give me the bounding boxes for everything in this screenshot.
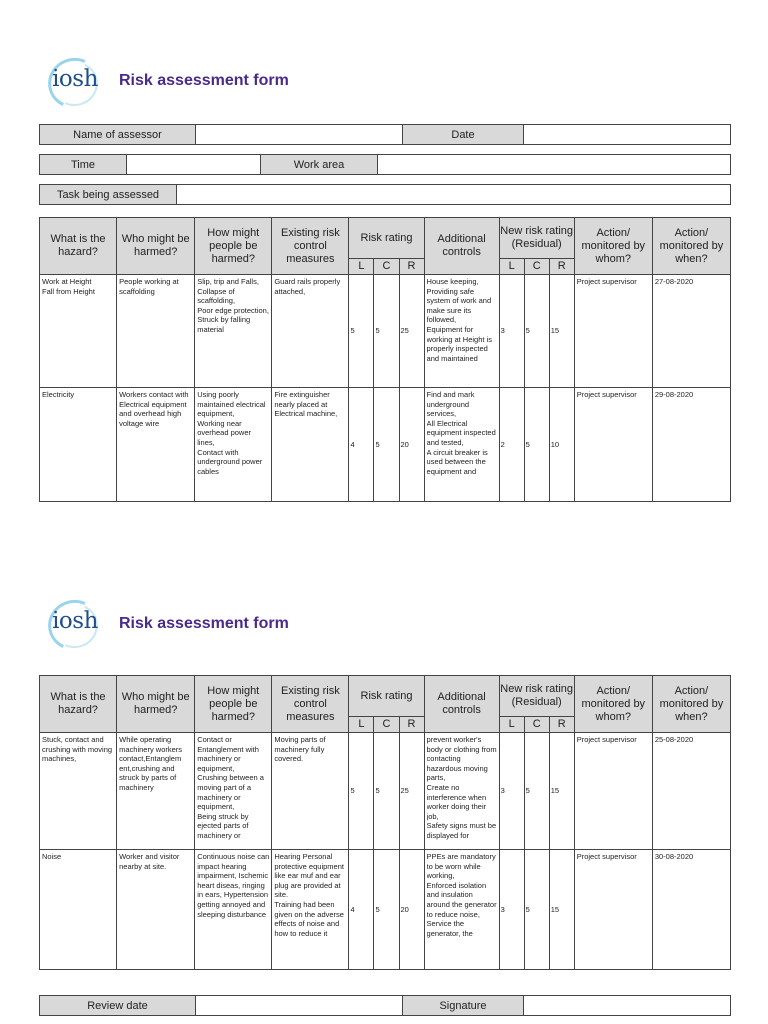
table-row bbox=[40, 850, 731, 970]
iosh-logo-text: iosh bbox=[52, 66, 98, 92]
table-row bbox=[40, 733, 731, 850]
action-whom-header: Action/ monitored by whom? bbox=[574, 218, 652, 275]
risk-r-header: R bbox=[399, 717, 424, 733]
new-r-header: R bbox=[549, 717, 574, 733]
when-cell: 30-08-2020 bbox=[652, 850, 730, 970]
time-label: Time bbox=[40, 155, 127, 174]
new-l-cell: 2 bbox=[499, 388, 524, 502]
risk-l-header: L bbox=[349, 259, 374, 275]
hazard-cell: Stuck, contact and crushing with moving machines, bbox=[40, 733, 117, 850]
risk-r-header: R bbox=[399, 259, 424, 275]
new-l-header: L bbox=[499, 717, 524, 733]
hazard-header: What is the hazard? bbox=[40, 676, 117, 733]
work-area-field[interactable] bbox=[378, 155, 730, 174]
task-field[interactable] bbox=[177, 185, 730, 204]
new-r-cell: 15 bbox=[549, 850, 574, 970]
additional-cell: PPEs are mandatory to be worn while working, Enforced isolation and insulation around the generator to reduce noise, Service the generator, the bbox=[424, 850, 499, 970]
signature-field[interactable] bbox=[524, 996, 730, 1015]
risk-r-cell: 25 bbox=[399, 275, 424, 388]
date-field[interactable] bbox=[524, 125, 730, 144]
new-c-header: C bbox=[524, 259, 549, 275]
who-cell: People working at scaffolding bbox=[117, 275, 195, 388]
time-workarea-row bbox=[39, 154, 731, 175]
new-c-header: C bbox=[524, 717, 549, 733]
risk-l-cell: 4 bbox=[349, 388, 374, 502]
new-risk-header: New risk rating (Residual) bbox=[499, 218, 574, 259]
new-r-cell: 15 bbox=[549, 275, 574, 388]
who-cell: Worker and visitor nearby at site. bbox=[117, 850, 195, 970]
form-title: Risk assessment form bbox=[119, 615, 289, 632]
existing-cell: Fire extinguisher nearly placed at Electrical machine, bbox=[272, 388, 349, 502]
action-when-header: Action/ monitored by when? bbox=[652, 676, 730, 733]
risk-r-cell: 25 bbox=[399, 733, 424, 850]
hazard-cell: Electricity bbox=[40, 388, 117, 502]
table-row bbox=[40, 388, 731, 502]
who-header: Who might be harmed? bbox=[117, 676, 195, 733]
action-whom-header: Action/ monitored by whom? bbox=[574, 676, 652, 733]
additional-controls-header: Additional controls bbox=[424, 218, 499, 275]
risk-rating-header: Risk rating bbox=[349, 218, 424, 259]
risk-c-cell: 5 bbox=[374, 733, 399, 850]
who-cell: While operating machinery workers contact,Entanglem ent,crushing and struck by parts of machinery bbox=[117, 733, 195, 850]
new-l-header: L bbox=[499, 259, 524, 275]
risk-table-page2 bbox=[39, 675, 731, 970]
signature-label: Signature bbox=[403, 996, 524, 1015]
review-date-field[interactable] bbox=[196, 996, 403, 1015]
risk-l-cell: 5 bbox=[349, 733, 374, 850]
risk-c-cell: 5 bbox=[374, 275, 399, 388]
additional-cell: prevent worker's body or clothing from contacting hazardous moving parts, Create no interference when worker doing their job, Safety signs must be displayed for bbox=[424, 733, 499, 850]
new-l-cell: 3 bbox=[499, 275, 524, 388]
risk-r-cell: 20 bbox=[399, 388, 424, 502]
existing-cell: Guard rails properly attached, bbox=[272, 275, 349, 388]
whom-cell: Project supervisor bbox=[574, 388, 652, 502]
new-l-cell: 3 bbox=[499, 733, 524, 850]
new-c-cell: 5 bbox=[524, 275, 549, 388]
how-cell: Slip, trip and Falls, Collapse of scaffolding, Poor edge protection, Struck by falling material bbox=[195, 275, 272, 388]
new-r-header: R bbox=[549, 259, 574, 275]
existing-cell: Hearing Personal protective equipment like ear muf and ear plug are provided at site. Training had been given on the adverse effects of noise and how to reduce it bbox=[272, 850, 349, 970]
assessor-field[interactable] bbox=[196, 125, 403, 144]
assessor-label: Name of assessor bbox=[40, 125, 196, 144]
whom-cell: Project supervisor bbox=[574, 850, 652, 970]
additional-cell: House keeping, Providing safe system of work and make sure its followed, Equipment for working at Height is properly inspected and maintained bbox=[424, 275, 499, 388]
how-header: How might people be harmed? bbox=[195, 676, 272, 733]
whom-cell: Project supervisor bbox=[574, 733, 652, 850]
additional-controls-header: Additional controls bbox=[424, 676, 499, 733]
how-cell: Continuous noise can impact hearing impairment, Ischemic heart diseas, ringing in ears, Hypertension getting annoyed and sleeping disturbance bbox=[195, 850, 272, 970]
whom-cell: Project supervisor bbox=[574, 275, 652, 388]
who-cell: Workers contact with Electrical equipment and overhead high voltage wire bbox=[117, 388, 195, 502]
risk-table-page1 bbox=[39, 217, 731, 502]
hazard-header: What is the hazard? bbox=[40, 218, 117, 275]
risk-l-header: L bbox=[349, 717, 374, 733]
risk-c-header: C bbox=[374, 259, 399, 275]
risk-c-cell: 5 bbox=[374, 850, 399, 970]
assessor-date-row bbox=[39, 124, 731, 145]
how-cell: Using poorly maintained electrical equipment, Working near overhead power lines, Contact with underground power cables bbox=[195, 388, 272, 502]
hazard-cell: Noise bbox=[40, 850, 117, 970]
risk-l-cell: 5 bbox=[349, 275, 374, 388]
when-cell: 29-08-2020 bbox=[652, 388, 730, 502]
work-area-label: Work area bbox=[261, 155, 378, 174]
new-r-cell: 10 bbox=[549, 388, 574, 502]
existing-cell: Moving parts of machinery fully covered. bbox=[272, 733, 349, 850]
when-cell: 25-08-2020 bbox=[652, 733, 730, 850]
new-r-cell: 15 bbox=[549, 733, 574, 850]
task-label: Task being assessed bbox=[40, 185, 177, 204]
table-row bbox=[40, 275, 731, 388]
review-signature-row bbox=[39, 995, 731, 1016]
existing-controls-header: Existing risk control measures bbox=[272, 676, 349, 733]
action-when-header: Action/ monitored by when? bbox=[652, 218, 730, 275]
new-c-cell: 5 bbox=[524, 850, 549, 970]
iosh-logo-text: iosh bbox=[52, 608, 98, 634]
when-cell: 27-08-2020 bbox=[652, 275, 730, 388]
iosh-logo bbox=[44, 598, 106, 654]
new-risk-header: New risk rating (Residual) bbox=[499, 676, 574, 717]
how-header: How might people be harmed? bbox=[195, 218, 272, 275]
risk-c-cell: 5 bbox=[374, 388, 399, 502]
form-title: Risk assessment form bbox=[119, 72, 289, 89]
time-field[interactable] bbox=[127, 155, 261, 174]
risk-l-cell: 4 bbox=[349, 850, 374, 970]
date-label: Date bbox=[403, 125, 524, 144]
how-cell: Contact or Entanglement with machinery or equipment, Crushing between a moving part of a machinery or equipment, Being struck by ejected parts of machinery or bbox=[195, 733, 272, 850]
task-row bbox=[39, 184, 731, 205]
risk-rating-header: Risk rating bbox=[349, 676, 424, 717]
who-header: Who might be harmed? bbox=[117, 218, 195, 275]
risk-c-header: C bbox=[374, 717, 399, 733]
hazard-cell: Work at Height Fall from Height bbox=[40, 275, 117, 388]
new-l-cell: 3 bbox=[499, 850, 524, 970]
new-c-cell: 5 bbox=[524, 733, 549, 850]
additional-cell: Find and mark underground services, All Electrical equipment inspected and tested, A circuit breaker is used between the equipment and bbox=[424, 388, 499, 502]
new-c-cell: 5 bbox=[524, 388, 549, 502]
risk-r-cell: 20 bbox=[399, 850, 424, 970]
iosh-logo bbox=[44, 56, 106, 112]
existing-controls-header: Existing risk control measures bbox=[272, 218, 349, 275]
review-date-label: Review date bbox=[40, 996, 196, 1015]
